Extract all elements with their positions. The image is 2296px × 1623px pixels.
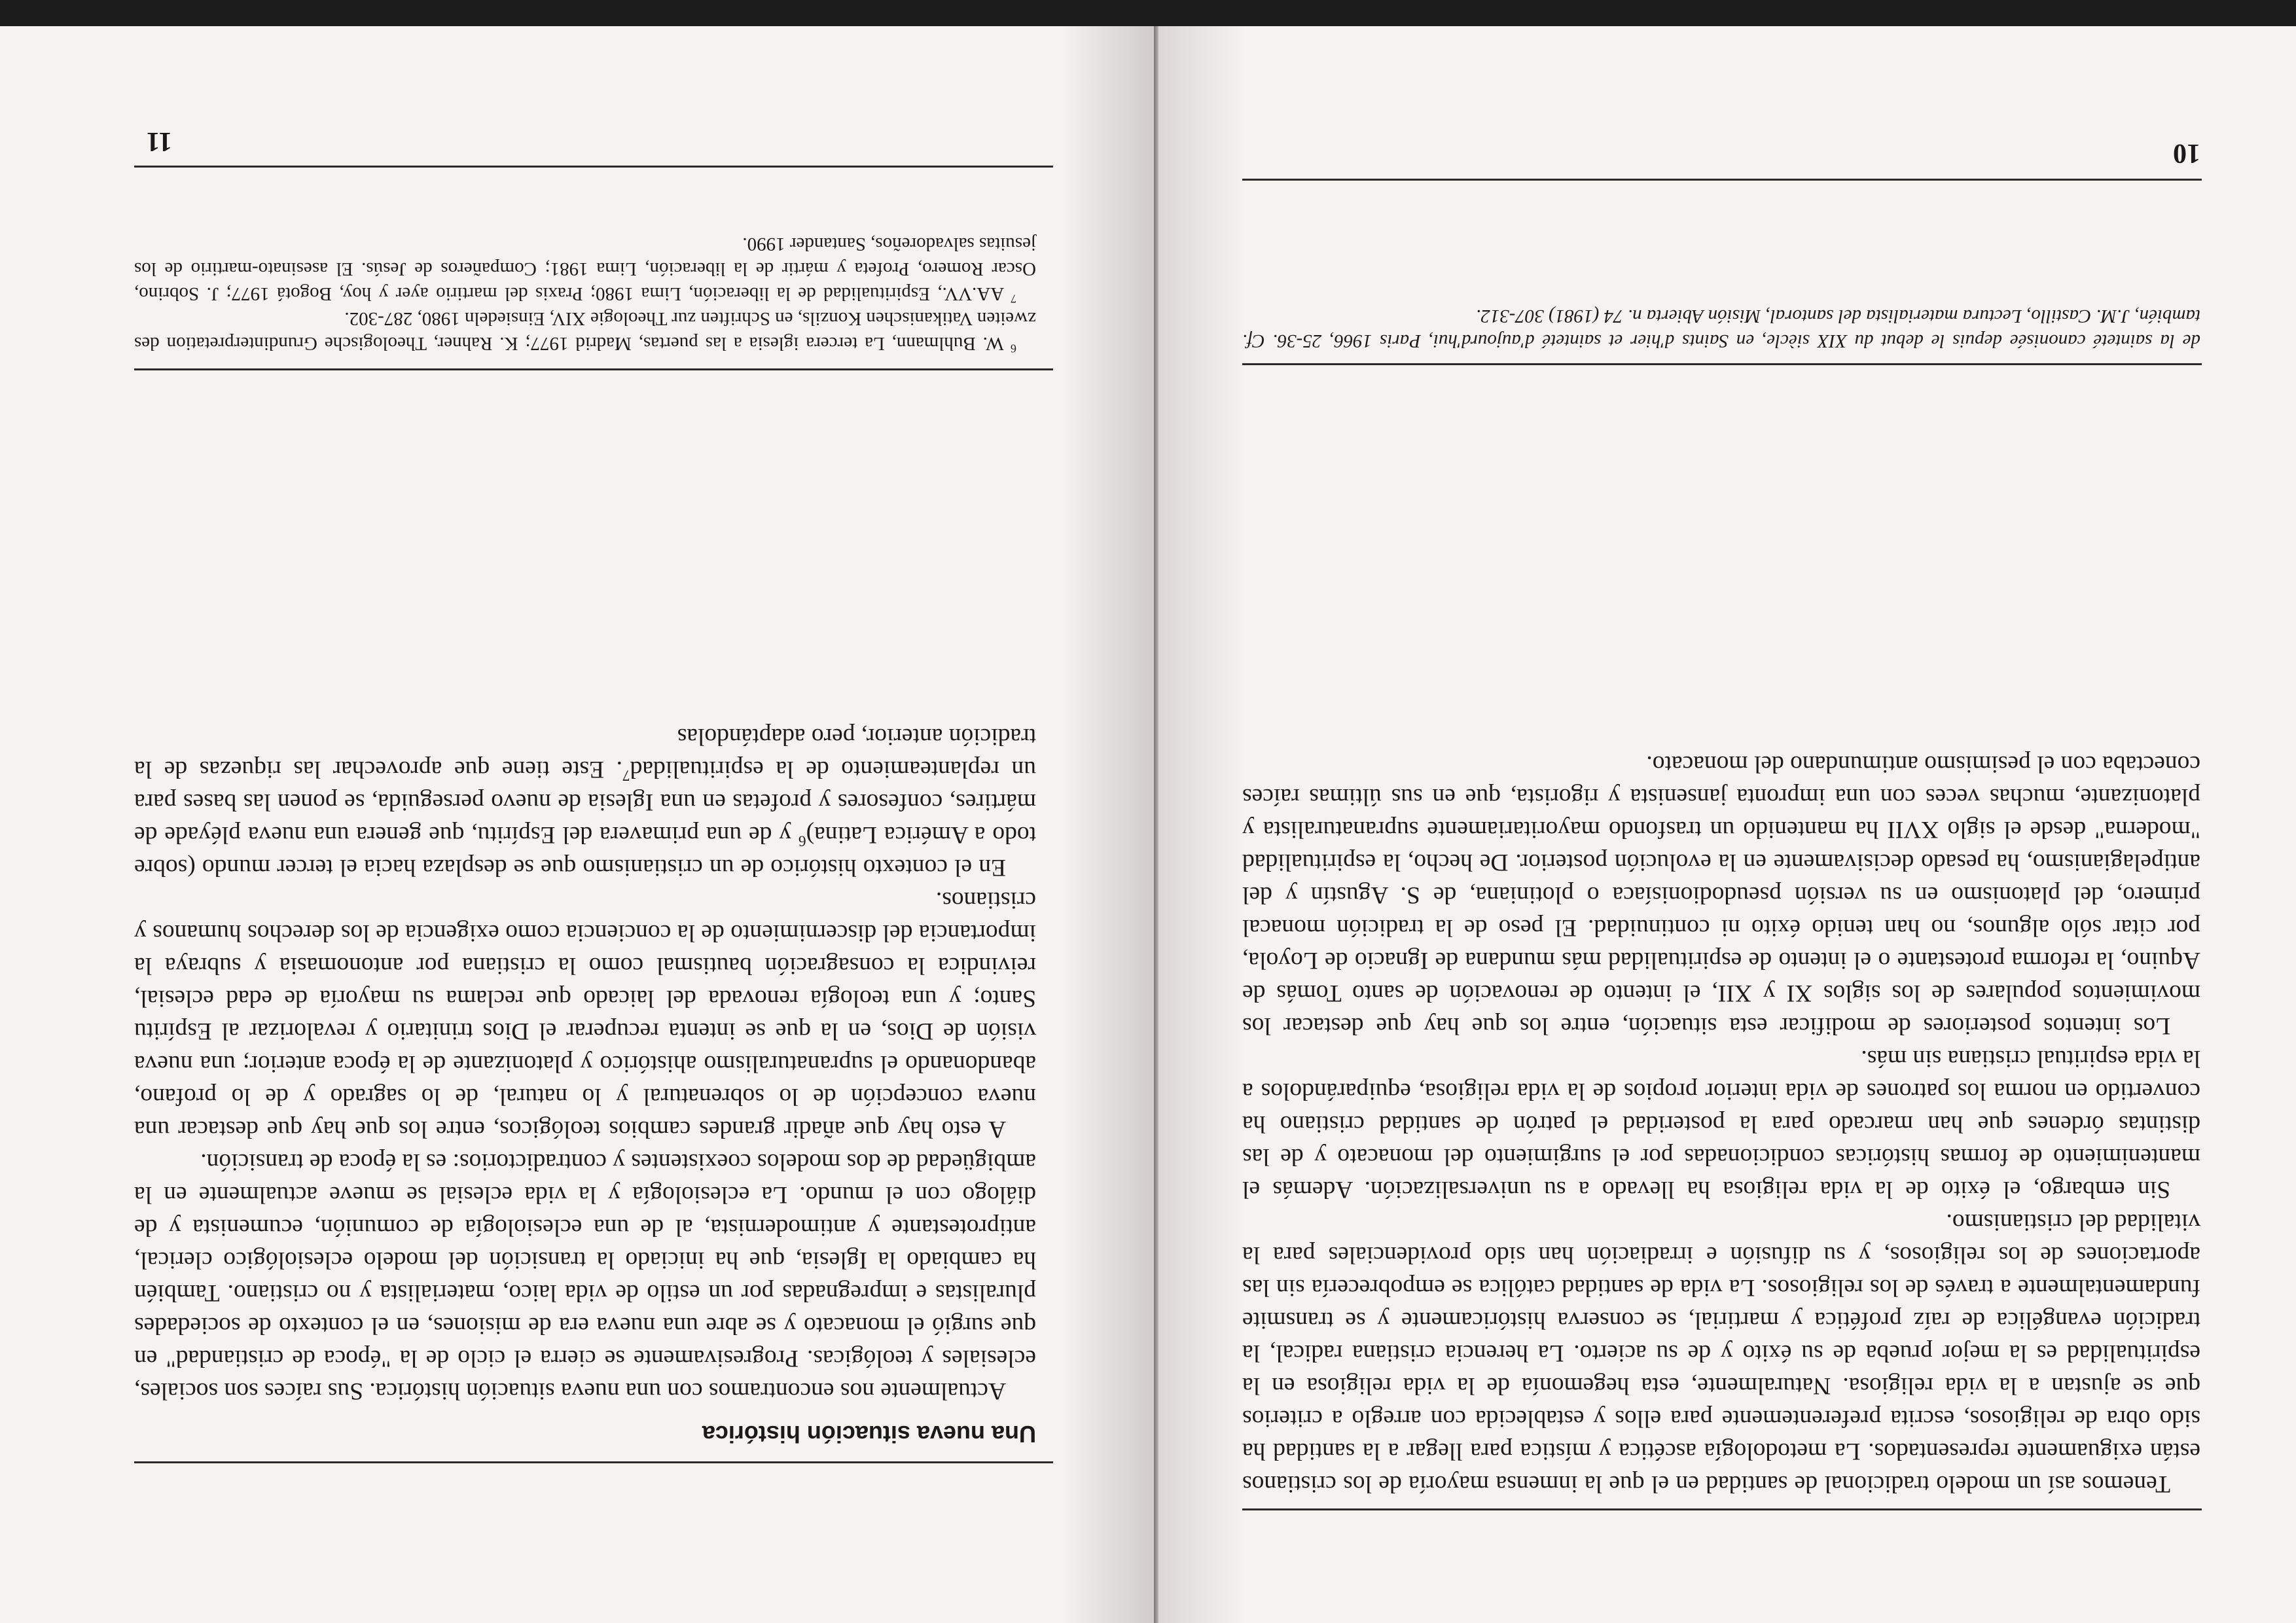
page-10 <box>1154 26 2296 1623</box>
footnote <box>134 232 1036 306</box>
footnote-marker: 7 <box>1011 292 1016 306</box>
section-title: Una nueva situación histórica <box>702 1421 1036 1448</box>
page-10-footnotes <box>1242 304 2200 353</box>
paragraph: Tenemos así un modelo tradicional de santidad en el que la inmensa mayoría de los cristianos están exiguamente representados. La metodología ascética y mística para llegar a la santidad ha sido obra de religiosos, escrita preferentemente para ellos y establecida con arreglo a criterios que se ajustan a la vida religiosa. Naturalmente, esta hegemonía de la vida religiosa en la espiritualidad es la mejor prueba de su éxito y de su acierto. La herencia cristiana radical, la tradición evangélica de raíz profética y martirial, se conserva históricamente y se transmite fundamentalmente a través de los religiosos. La vida de santidad católica se empobrecería sin las aportaciones de los religiosos, y su difusión e irradiación han sido providenciales para la vitalidad del cristianismo. <box>1242 1209 2200 1497</box>
paragraph-text: En el contexto histórico de un cristianismo que se desplaza hacia el tercer mundo (sobre todo a América Latina) <box>134 821 1036 881</box>
footnote-ref: 7 <box>622 766 630 784</box>
paragraph <box>134 720 1036 883</box>
page-10-body <box>1242 747 2200 1500</box>
footnote-rule <box>134 368 1053 370</box>
top-rule <box>134 1461 1053 1463</box>
bottom-rule <box>1242 179 2202 181</box>
paragraph: Actualmente nos encontramos con una nueva situación histórica. Sus raíces son sociales, eclesiales y teológicas. Progresivamente se cierra el ciclo de la "época de cristiandad" en que surgió el monacato y se abre una nueva era de misiones, en el contexto de sociedades pluralistas e impregnadas por un estilo de vida laico, materialista y no cristiano. También ha cambiado la Iglesia, que ha iniciado la transición del modelo eclesiológico clerical, antiprotestante y antimodernista, al de una eclesiología de comunión, ecumenista y de diálogo con el mundo. La eclesiología y la vida eclesial se mueve actualmente en la ambigüedad de dos modelos coexistentes y contradictorios: es la época de transición. <box>134 1149 1036 1404</box>
paragraph: Sin embargo, el éxito de la vida religiosa ha llevado a su universalización. Además el mantenimiento de formas históricas condicionadas por el surgimiento del monacato y de las distintas órdenes que han marcado para la posteridad el patrón de santidad cristiano ha convertido en norma los patrones de vida interior propios de la vida religiosa, equiparándolos a la vida espiritual cristiana sin más. <box>1242 1045 2200 1203</box>
paragraph: Los intentos posteriores de modificar esta situación, entre los que hay que destacar los movimientos populares de los siglos XI y XII, el intento de renovación de santo Tomás de Aquino, la reforma protestante o el intento de espiritualidad más mundana de Ignacio de Loyola, por citar sólo algunos, no han tenido éxito ni continuidad. El peso de la tradición monacal primero, del platonismo en su versión pseudodionisíaca o plotiniana, de S. Agustín y del antipelagianismo, ha pesado decisivamente en la evolución posterior. De hecho, la espiritualidad "moderna" desde el siglo XVII ha mantenido un trasfondo mayoritariamente supranaturalista y platonizante, muchas veces con una impronta jansenista y rigorista, que en sus últimas raíces conectaba con el pesimismo antimundano del monacato. <box>1242 751 2200 1039</box>
paragraph-text: . Este tiene que aprovechar las riquezas de la tradición anterior, pero adaptándolas <box>134 723 1036 783</box>
paragraph: A esto hay que añadir grandes cambios teológicos, entre los que hay que destacar una nueva concepción de lo sobrenatural y lo natural, de lo sagrado y de lo profano, abandonando el supranaturalismo ahistórico y platonizante de la época anterior; una nueva visión de Dios, en la que se intenta recuperar el Dios trinitario y revalorizar al Espíritu Santo; y una teología renovada del laicado que reclama su mayoría de edad eclesial, reivindica la consagración bautismal como la cristiana por antonomasia y subraya la importancia del discernimiento de la conciencia como exigencia de los derechos humanos y cristianos. <box>134 887 1036 1143</box>
footnote: de la sainteté canonisée depuis le debut du XIX siècle, en Saints d'hier et sainteté d'aujourd'hui, Paris 1966, 25-36. Cf. también, J.M. Castillo, Lectura materialista del santoral, Misión Abierta n. 74 (1981) 307-312. <box>1242 306 2200 351</box>
page-11-body <box>134 720 1036 1407</box>
footnote <box>134 306 1036 356</box>
top-rule <box>1242 1508 2202 1510</box>
page-number: 10 <box>2173 138 2200 168</box>
paragraph-text: y de una primavera del Espíritu, que genera una nueva pléyade de mártires, confesores y profetas en una Iglesia de nuevo perseguida, se ponen las bases para un replanteamiento de la espiritualidad <box>134 756 1036 848</box>
page-number: 11 <box>146 126 172 156</box>
page-11 <box>0 26 1154 1623</box>
footnote-rule <box>1242 363 2202 365</box>
page-11-footnotes <box>134 232 1036 356</box>
footnote-text: AA.VV., Espiritualidad de la liberación, Lima 1980; Praxis del martirio ayer y hoy, Bogotá 1977; J. Sobrino, Oscar Romero, Profeta y mártir de la liberación, Lima 1981; Compañeros de Jesús. El asesinato-martirio de los jesuitas salvadoreños, Santander 1990. <box>134 234 1036 304</box>
footnote-text: W. Buhlmann, La tercera iglesia a las puertas, Madrid 1977; K. Rahner, Theologische Grundinterpretation des zweiten Vatikanischen Konzils, en Schriften zur Theologie XIV, Einsiedeln 1980, 287-302. <box>134 308 1036 354</box>
footnote-ref: 6 <box>798 832 806 849</box>
footnote-marker: 6 <box>1011 342 1016 355</box>
bottom-rule <box>134 166 1053 168</box>
